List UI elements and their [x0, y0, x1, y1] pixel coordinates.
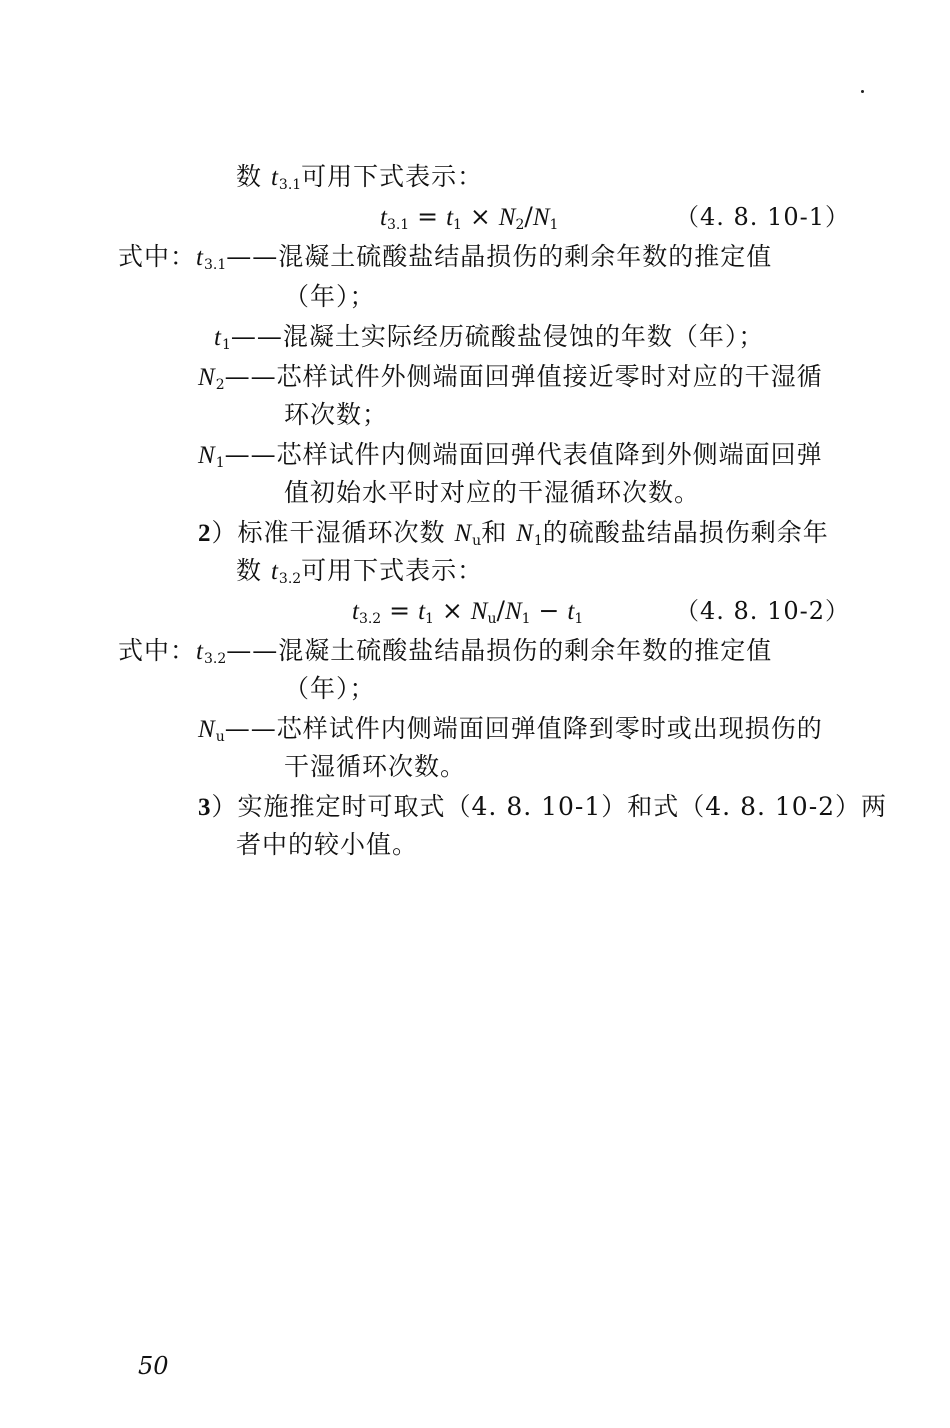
subscript: 3.1	[278, 177, 302, 193]
symbol: N	[198, 442, 216, 469]
operator: −	[530, 596, 568, 625]
subscript: 2	[215, 377, 225, 393]
definition-t1	[214, 320, 764, 362]
symbol: N	[198, 364, 216, 391]
symbol: t	[352, 598, 359, 625]
symbol: N	[532, 204, 550, 231]
text: 标准干湿循环次数	[237, 518, 455, 547]
subscript: 1	[549, 217, 559, 233]
definition-t31-cont: （年）；	[284, 282, 376, 311]
subscript: 3.2	[278, 571, 302, 587]
text: 实施推定时可取式（4. 8. 10-1）和式（4. 8. 10-2）两	[237, 792, 888, 821]
operator: =	[409, 202, 447, 231]
text: 混凝土硫酸盐结晶损伤的剩余年数的推定值	[278, 636, 773, 665]
symbol: t	[214, 324, 222, 351]
corner-dot	[861, 90, 864, 93]
dash: ——	[226, 242, 279, 271]
definition-t32	[118, 634, 772, 676]
operator: /	[496, 596, 505, 625]
subscript: 1	[574, 611, 584, 627]
dash: ——	[224, 714, 277, 743]
symbol: N	[498, 204, 516, 231]
symbol: t	[270, 558, 279, 585]
definition-n2	[198, 360, 823, 402]
definition-nu	[198, 712, 823, 754]
list-item-2-cont	[236, 554, 483, 596]
text: 芯样试件内侧端面回弹值降到零时或出现损伤的	[276, 714, 823, 743]
text: 数	[236, 556, 271, 585]
subscript: 1	[533, 533, 543, 549]
text: 芯样试件外侧端面回弹值接近零时对应的干湿循	[276, 362, 823, 391]
subscript: u	[472, 533, 482, 549]
list-item-3	[198, 790, 887, 825]
text: 混凝土硫酸盐结晶损伤的剩余年数的推定值	[278, 242, 773, 271]
text: 混凝土实际经历硫酸盐侵蚀的年数（年）；	[282, 322, 765, 351]
item-number: 3	[198, 794, 212, 821]
subscript: 3.1	[386, 217, 410, 233]
symbol: N	[454, 520, 473, 547]
definition-n1	[198, 438, 823, 480]
list-item-3-cont: 者中的较小值。	[236, 830, 419, 859]
symbol: t	[196, 638, 204, 665]
text: 数	[236, 162, 271, 191]
subscript: 1	[453, 217, 462, 233]
subscript: 1	[221, 337, 231, 353]
definition-t32-cont: （年）；	[284, 674, 376, 703]
operator: /	[524, 202, 533, 231]
symbol: N	[198, 716, 216, 743]
list-item-2	[198, 516, 829, 558]
dash: ——	[230, 322, 283, 351]
page-number: 50	[138, 1352, 169, 1380]
symbol: t	[418, 598, 426, 625]
operator: ×	[461, 202, 499, 231]
paragraph-intro	[236, 160, 483, 202]
text: 的硫酸盐结晶损伤剩余年	[542, 518, 829, 547]
subscript: 3.2	[358, 611, 382, 627]
symbol: N	[504, 598, 522, 625]
equation-2-number: （4. 8. 10-2）	[675, 597, 850, 625]
symbol: t	[446, 204, 454, 231]
symbol: t	[270, 164, 279, 191]
text: ）	[211, 518, 238, 547]
text: ）	[211, 792, 238, 821]
symbol: t	[380, 204, 387, 231]
definition-t31	[118, 240, 772, 282]
subscript: 3.1	[203, 257, 227, 273]
text: 可用下式表示：	[301, 556, 484, 585]
definition-n1-cont: 值初始水平时对应的干湿循环次数。	[284, 478, 701, 507]
subscript: 2	[515, 217, 525, 233]
symbol: N	[470, 598, 488, 625]
subscript: u	[487, 611, 497, 627]
equation-2	[352, 594, 583, 636]
item-number: 2	[198, 520, 212, 547]
subscript: u	[215, 729, 225, 745]
subscript: 1	[215, 455, 225, 471]
dash: ——	[226, 636, 279, 665]
operator: ×	[433, 596, 471, 625]
definition-nu-cont: 干湿循环次数。	[284, 752, 467, 781]
symbol: t	[567, 598, 575, 625]
symbol: t	[196, 244, 204, 271]
definition-n2-cont: 环次数；	[284, 400, 389, 429]
equation-1-number: （4. 8. 10-1）	[675, 203, 850, 231]
text: 和	[481, 518, 517, 547]
dash: ——	[224, 440, 277, 469]
dash: ——	[224, 362, 277, 391]
subscript: 1	[521, 611, 531, 627]
operator: =	[381, 596, 419, 625]
subscript: 1	[425, 611, 434, 627]
subscript: 3.2	[203, 651, 227, 667]
text: 式中：	[118, 636, 197, 665]
equation-1	[380, 200, 558, 242]
text: 芯样试件内侧端面回弹代表值降到外侧端面回弹	[276, 440, 823, 469]
text: 式中：	[118, 242, 197, 271]
symbol: N	[516, 520, 534, 547]
text: 可用下式表示：	[301, 162, 484, 191]
